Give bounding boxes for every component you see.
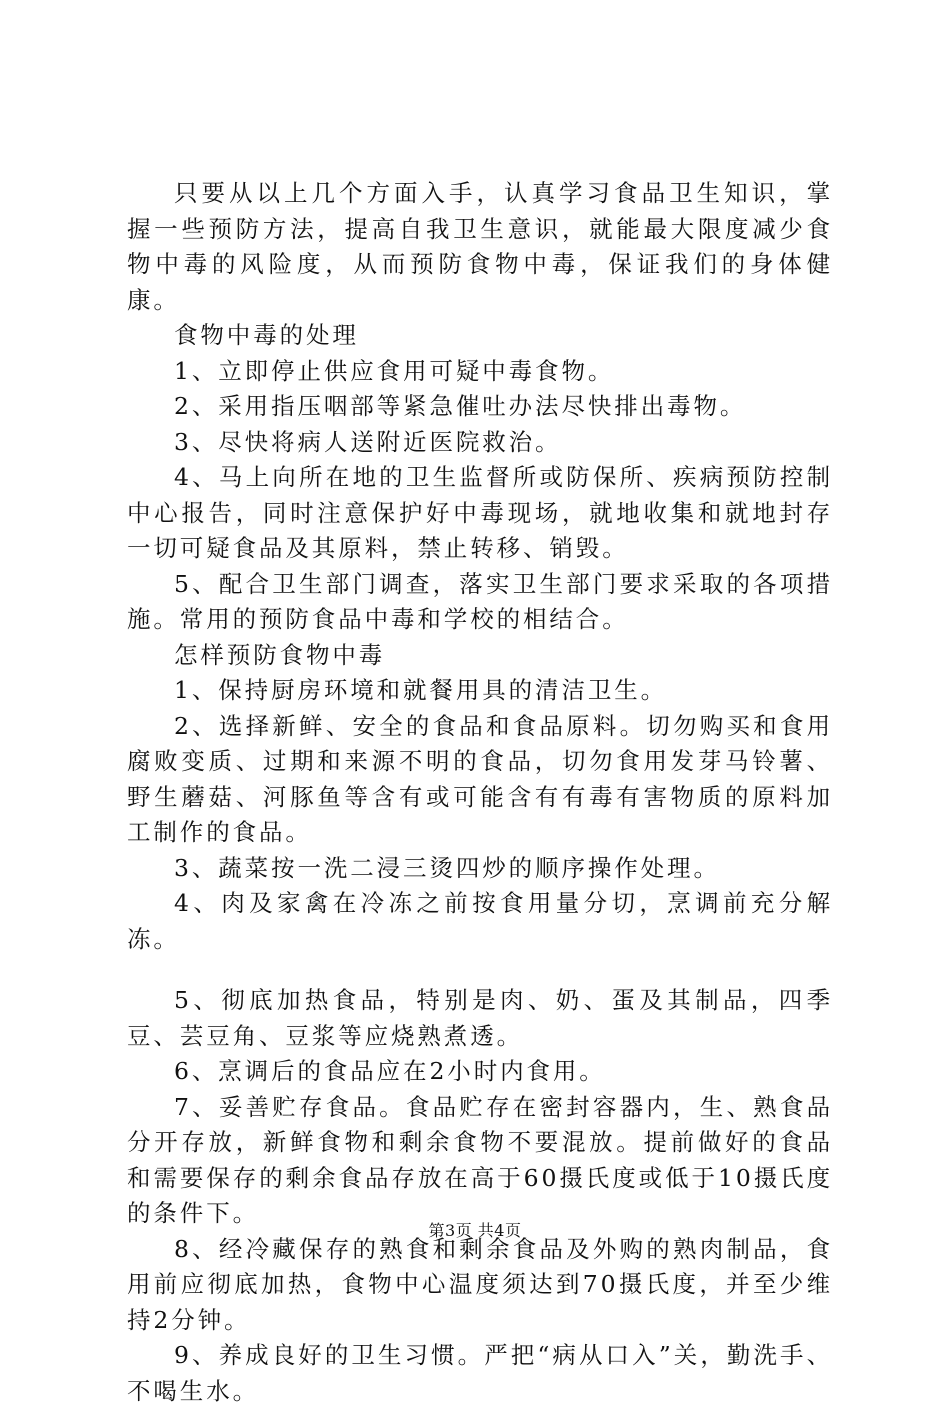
- list-item: 4、马上向所在地的卫生监督所或防保所、疾病预防控制中心报告，同时注意保护好中毒现场，就地收集和就地封存一切可疑食品及其原料，禁止转移、销毁。: [127, 463, 833, 562]
- list-item: 7、妥善贮存食品。食品贮存在密封容器内，生、熟食品分开存放，新鲜食物和剩余食物不要混放。提前做好的食品和需要保存的剩余食品存放在高于60摄氏度或低于10摄氏度的条件下。: [127, 1092, 833, 1227]
- list-item: 1、立即停止供应食用可疑中毒食物。: [174, 356, 615, 385]
- list-item: 6、烹调后的食品应在2小时内食用。: [174, 1057, 606, 1085]
- list-item: 3、蔬菜按一洗二浸三烫四炒的顺序操作处理。: [174, 853, 720, 882]
- heading-poisoning-treatment: 食物中毒的处理: [174, 321, 359, 349]
- list-item: 5、彻底加热食品，特别是肉、奶、蛋及其制品，四季豆、芸豆角、豆浆等应烧熟煮透。: [127, 986, 833, 1050]
- list-item: 4、肉及家禽在冷冻之前按食用量分切，烹调前充分解冻。: [127, 889, 833, 953]
- list-item: 2、采用指压咽部等紧急催吐办法尽快排出毒物。: [174, 392, 747, 420]
- list-item: 8、经冷藏保存的熟食和剩余食品及外购的熟肉制品，食用前应彻底加热，食物中心温度须达到70摄氏度，并至少维持2分钟。: [127, 1234, 833, 1334]
- heading-prevention: 怎样预防食物中毒: [174, 640, 386, 669]
- list-item: 2、选择新鲜、安全的食品和食品原料。切勿购买和食用腐败变质、过期和来源不明的食品，切勿食用发芽马铃薯、野生蘑菇、河豚鱼等含有或可能含有有毒有害物质的原料加工制作的食品。: [127, 711, 833, 846]
- list-item: 1、保持厨房环境和就餐用具的清洁卫生。: [174, 676, 668, 704]
- paragraph-intro: 只要从以上几个方面入手，认真学习食品卫生知识，掌握一些预防方法，提高自我卫生意识，就能最大限度减少食物中毒的风险度，从而预防食物中毒，保证我们的身体健康。: [127, 179, 833, 314]
- page-footer: 第3页 共4页: [428, 1221, 522, 1240]
- list-item: 5、配合卫生部门调查，落实卫生部门要求采取的各项措施。常用的预防食品中毒和学校的相结合。: [127, 569, 833, 633]
- list-item: 9、养成良好的卫生习惯。严把“病从口入”关，勤洗手、不喝生水。: [127, 1341, 833, 1405]
- list-item: 3、尽快将病人送附近医院救治。: [174, 427, 562, 456]
